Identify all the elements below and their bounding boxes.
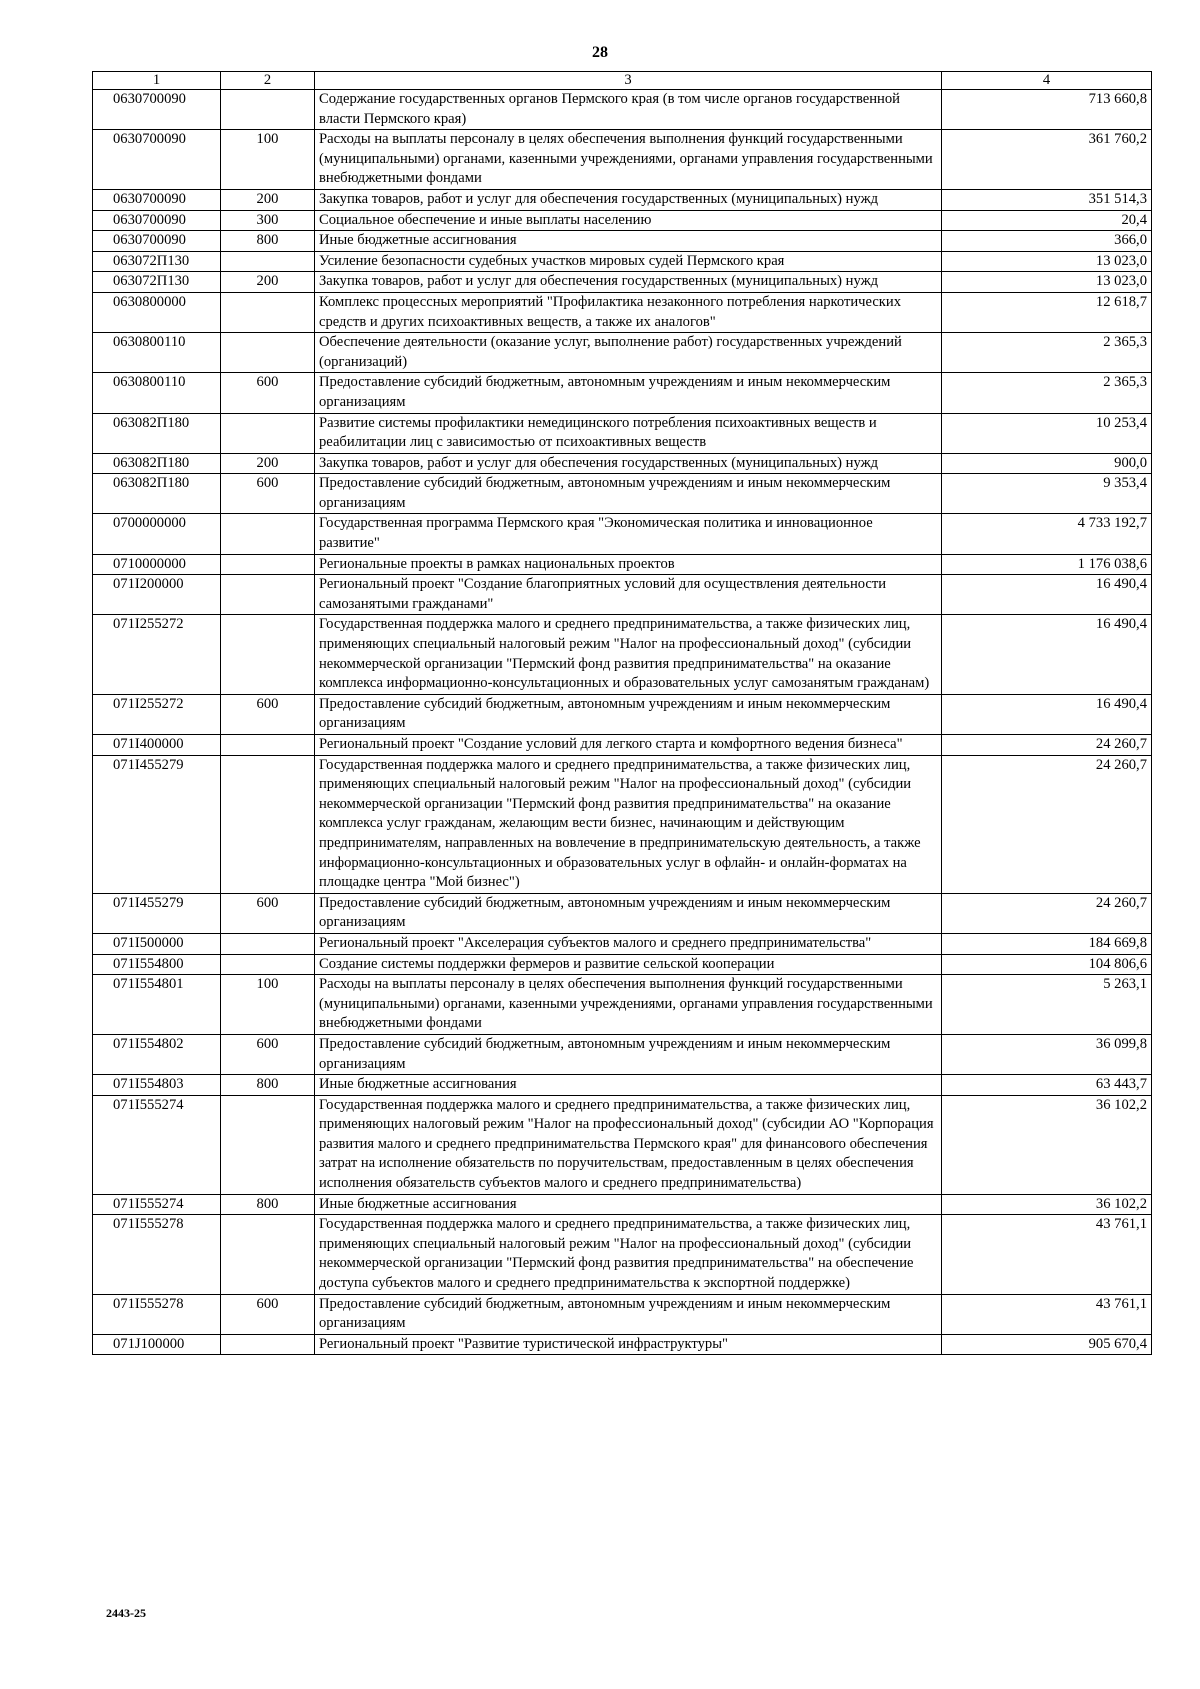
row-expense-type: 200: [221, 272, 315, 293]
row-code: 0630700090: [93, 210, 221, 231]
row-amount: 10 253,4: [942, 413, 1152, 453]
document-code: 2443-25: [106, 1606, 146, 1620]
row-amount: 36 102,2: [942, 1194, 1152, 1215]
column-header-expense-type: 2: [221, 72, 315, 90]
row-amount: 13 023,0: [942, 251, 1152, 272]
row-expense-type: [221, 933, 315, 954]
row-name: Расходы на выплаты персоналу в целях обеспечения выполнения функций государственными (муниципальными) органами, казенными учреждениями, органами управления государственными внебюджетными фондами: [315, 130, 942, 190]
table-row: [93, 189, 1152, 210]
row-name: Предоставление субсидий бюджетным, автономным учреждениям и иным некоммерческим организациям: [315, 474, 942, 514]
row-amount: 1 176 038,6: [942, 554, 1152, 575]
column-header-amount: 4: [942, 72, 1152, 90]
row-amount: 20,4: [942, 210, 1152, 231]
row-expense-type: 300: [221, 210, 315, 231]
row-name: Региональный проект "Создание условий для легкого старта и комфортного ведения бизнеса": [315, 735, 942, 756]
row-expense-type: [221, 251, 315, 272]
row-code: 0630700090: [93, 231, 221, 252]
table-row: [93, 1334, 1152, 1355]
table-row: [93, 933, 1152, 954]
row-name: Иные бюджетные ассигнования: [315, 231, 942, 252]
row-amount: 9 353,4: [942, 474, 1152, 514]
row-amount: 2 365,3: [942, 373, 1152, 413]
row-code: 071J100000: [93, 1334, 221, 1355]
row-code: 071I555278: [93, 1215, 221, 1294]
row-code: 071I255272: [93, 694, 221, 734]
row-name: Расходы на выплаты персоналу в целях обеспечения выполнения функций государственными (муниципальными) органами, казенными учреждениями, органами управления государственными внебюджетными фондами: [315, 975, 942, 1035]
row-name: Комплекс процессных мероприятий "Профилактика незаконного потребления наркотических средств и других психоактивных веществ, а также их аналогов": [315, 292, 942, 332]
table-row: [93, 575, 1152, 615]
row-amount: 16 490,4: [942, 615, 1152, 694]
table-row: [93, 1075, 1152, 1096]
row-expense-type: [221, 413, 315, 453]
row-name: Государственная программа Пермского края "Экономическая политика и инновационное развитие": [315, 514, 942, 554]
table-row: [93, 1215, 1152, 1294]
row-expense-type: [221, 333, 315, 373]
row-code: 0630800110: [93, 333, 221, 373]
table-row: [93, 413, 1152, 453]
row-code: 0700000000: [93, 514, 221, 554]
row-expense-type: [221, 735, 315, 756]
row-amount: 16 490,4: [942, 575, 1152, 615]
table-row: [93, 453, 1152, 474]
row-code: 0630700090: [93, 189, 221, 210]
row-name: Обеспечение деятельности (оказание услуг, выполнение работ) государственных учреждений (организаций): [315, 333, 942, 373]
row-amount: 366,0: [942, 231, 1152, 252]
table-row: [93, 272, 1152, 293]
row-expense-type: 800: [221, 231, 315, 252]
row-name: Создание системы поддержки фермеров и развитие сельской кооперации: [315, 954, 942, 975]
row-expense-type: 800: [221, 1194, 315, 1215]
table-header-row: [93, 72, 1152, 90]
row-amount: 24 260,7: [942, 755, 1152, 893]
row-expense-type: 600: [221, 893, 315, 933]
row-code: 071I555274: [93, 1194, 221, 1215]
row-name: Предоставление субсидий бюджетным, автономным учреждениям и иным некоммерческим организациям: [315, 694, 942, 734]
row-code: 063072П130: [93, 272, 221, 293]
row-amount: 351 514,3: [942, 189, 1152, 210]
row-expense-type: 600: [221, 1034, 315, 1074]
table-row: [93, 231, 1152, 252]
row-code: 063082П180: [93, 453, 221, 474]
table-row: [93, 292, 1152, 332]
row-expense-type: [221, 954, 315, 975]
table-row: [93, 1194, 1152, 1215]
row-code: 071I555274: [93, 1095, 221, 1194]
row-amount: 63 443,7: [942, 1075, 1152, 1096]
row-amount: 104 806,6: [942, 954, 1152, 975]
row-name: Развитие системы профилактики немедицинского потребления психоактивных веществ и реабилитации лиц с зависимостью от психоактивных веществ: [315, 413, 942, 453]
table-row: [93, 373, 1152, 413]
table-row: [93, 615, 1152, 694]
row-amount: 900,0: [942, 453, 1152, 474]
row-name: Предоставление субсидий бюджетным, автономным учреждениям и иным некоммерческим организациям: [315, 1294, 942, 1334]
row-code: 0630700090: [93, 130, 221, 190]
budget-table: [92, 71, 1152, 1355]
row-expense-type: 600: [221, 694, 315, 734]
row-expense-type: 100: [221, 975, 315, 1035]
row-name: Закупка товаров, работ и услуг для обеспечения государственных (муниципальных) нужд: [315, 272, 942, 293]
table-row: [93, 975, 1152, 1035]
row-expense-type: 600: [221, 373, 315, 413]
table-row: [93, 735, 1152, 756]
row-expense-type: 600: [221, 474, 315, 514]
row-amount: 4 733 192,7: [942, 514, 1152, 554]
row-amount: 713 660,8: [942, 90, 1152, 130]
row-expense-type: [221, 1334, 315, 1355]
row-amount: 184 669,8: [942, 933, 1152, 954]
row-name: Содержание государственных органов Пермского края (в том числе органов государственной власти Пермского края): [315, 90, 942, 130]
row-name: Иные бюджетные ассигнования: [315, 1075, 942, 1096]
row-amount: 361 760,2: [942, 130, 1152, 190]
row-expense-type: 200: [221, 453, 315, 474]
table-row: [93, 514, 1152, 554]
row-amount: 13 023,0: [942, 272, 1152, 293]
row-name: Закупка товаров, работ и услуг для обеспечения государственных (муниципальных) нужд: [315, 189, 942, 210]
row-code: 071I554800: [93, 954, 221, 975]
table-row: [93, 755, 1152, 893]
row-code: 0630700090: [93, 90, 221, 130]
row-name: Региональный проект "Акселерация субъектов малого и среднего предпринимательства": [315, 933, 942, 954]
row-amount: 43 761,1: [942, 1215, 1152, 1294]
row-amount: 43 761,1: [942, 1294, 1152, 1334]
row-name: Иные бюджетные ассигнования: [315, 1194, 942, 1215]
row-code: 071I255272: [93, 615, 221, 694]
table-row: [93, 130, 1152, 190]
row-name: Предоставление субсидий бюджетным, автономным учреждениям и иным некоммерческим организациям: [315, 893, 942, 933]
row-name: Предоставление субсидий бюджетным, автономным учреждениям и иным некоммерческим организациям: [315, 1034, 942, 1074]
table-row: [93, 893, 1152, 933]
row-expense-type: [221, 90, 315, 130]
row-expense-type: 800: [221, 1075, 315, 1096]
row-expense-type: 600: [221, 1294, 315, 1334]
row-expense-type: [221, 575, 315, 615]
row-code: 063072П130: [93, 251, 221, 272]
row-amount: 905 670,4: [942, 1334, 1152, 1355]
row-expense-type: [221, 615, 315, 694]
row-code: 071I554802: [93, 1034, 221, 1074]
column-header-code: 1: [93, 72, 221, 90]
column-header-name: 3: [315, 72, 942, 90]
row-code: 071I455279: [93, 893, 221, 933]
row-name: Усиление безопасности судебных участков мировых судей Пермского края: [315, 251, 942, 272]
table-row: [93, 1294, 1152, 1334]
row-expense-type: [221, 554, 315, 575]
row-name: Предоставление субсидий бюджетным, автономным учреждениям и иным некоммерческим организациям: [315, 373, 942, 413]
row-expense-type: 200: [221, 189, 315, 210]
table-row: [93, 90, 1152, 130]
table-row: [93, 1034, 1152, 1074]
row-name: Региональный проект "Развитие туристической инфраструктуры": [315, 1334, 942, 1355]
table-row: [93, 474, 1152, 514]
table-row: [93, 333, 1152, 373]
row-expense-type: 100: [221, 130, 315, 190]
row-expense-type: [221, 514, 315, 554]
table-row: [93, 694, 1152, 734]
table-row: [93, 1095, 1152, 1194]
table-row: [93, 210, 1152, 231]
row-amount: 24 260,7: [942, 893, 1152, 933]
page-number: 28: [592, 44, 608, 61]
row-code: 0630800000: [93, 292, 221, 332]
row-name: Государственная поддержка малого и среднего предпринимательства, а также физических лиц, применяющих налоговый режим "Налог на профессиональный доход" (субсидии АО "Корпорация развития малого и среднего предпринимательства Пермского края" для финансового обеспечения затрат на исполнение обязательств по поручительствам, предоставленным в целях обеспечения исполнения обязательств субъектов малого и среднего предпринимательства): [315, 1095, 942, 1194]
row-amount: 24 260,7: [942, 735, 1152, 756]
row-code: 0630800110: [93, 373, 221, 413]
row-expense-type: [221, 755, 315, 893]
row-name: Закупка товаров, работ и услуг для обеспечения государственных (муниципальных) нужд: [315, 453, 942, 474]
table-row: [93, 251, 1152, 272]
row-amount: 5 263,1: [942, 975, 1152, 1035]
row-name: Государственная поддержка малого и среднего предпринимательства, а также физических лиц, применяющих специальный налоговый режим "Налог на профессиональный доход" (субсидии некоммерческой организации "Пермский фонд развития предпринимательства" на оказание комплекса информационно-консультационных и образовательных услуг самозанятым гражданам): [315, 615, 942, 694]
row-code: 071I554803: [93, 1075, 221, 1096]
row-code: 071I455279: [93, 755, 221, 893]
row-amount: 16 490,4: [942, 694, 1152, 734]
row-code: 063082П180: [93, 474, 221, 514]
row-code: 071I200000: [93, 575, 221, 615]
row-name: Региональные проекты в рамках национальных проектов: [315, 554, 942, 575]
row-code: 0710000000: [93, 554, 221, 575]
row-name: Социальное обеспечение и иные выплаты населению: [315, 210, 942, 231]
row-amount: 12 618,7: [942, 292, 1152, 332]
row-code: 063082П180: [93, 413, 221, 453]
row-code: 071I554801: [93, 975, 221, 1035]
table-row: [93, 954, 1152, 975]
row-amount: 36 102,2: [942, 1095, 1152, 1194]
row-name: Региональный проект "Создание благоприятных условий для осуществления деятельности самозанятыми гражданами": [315, 575, 942, 615]
row-code: 071I555278: [93, 1294, 221, 1334]
row-code: 071I400000: [93, 735, 221, 756]
row-expense-type: [221, 1095, 315, 1194]
row-expense-type: [221, 1215, 315, 1294]
row-code: 071I500000: [93, 933, 221, 954]
row-amount: 2 365,3: [942, 333, 1152, 373]
row-name: Государственная поддержка малого и среднего предпринимательства, а также физических лиц, применяющих специальный налоговый режим "Налог на профессиональный доход" (субсидии некоммерческой организации "Пермский фонд развития предпринимательства" на обеспечение доступа субъектов малого и среднего предпринимательства к экспортной поддержке): [315, 1215, 942, 1294]
row-amount: 36 099,8: [942, 1034, 1152, 1074]
row-expense-type: [221, 292, 315, 332]
row-name: Государственная поддержка малого и среднего предпринимательства, а также физических лиц, применяющих специальный налоговый режим "Налог на профессиональный доход" (субсидии некоммерческой организации "Пермский фонд развития предпринимательства" на оказание комплекса услуг гражданам, желающим вести бизнес, начинающим и действующим предпринимателям, направленных на вовлечение в предпринимательскую деятельность, а также информационно-консультационных и образовательных услуг в офлайн- и онлайн-форматах на площадке центра "Мой бизнес"): [315, 755, 942, 893]
table-row: [93, 554, 1152, 575]
